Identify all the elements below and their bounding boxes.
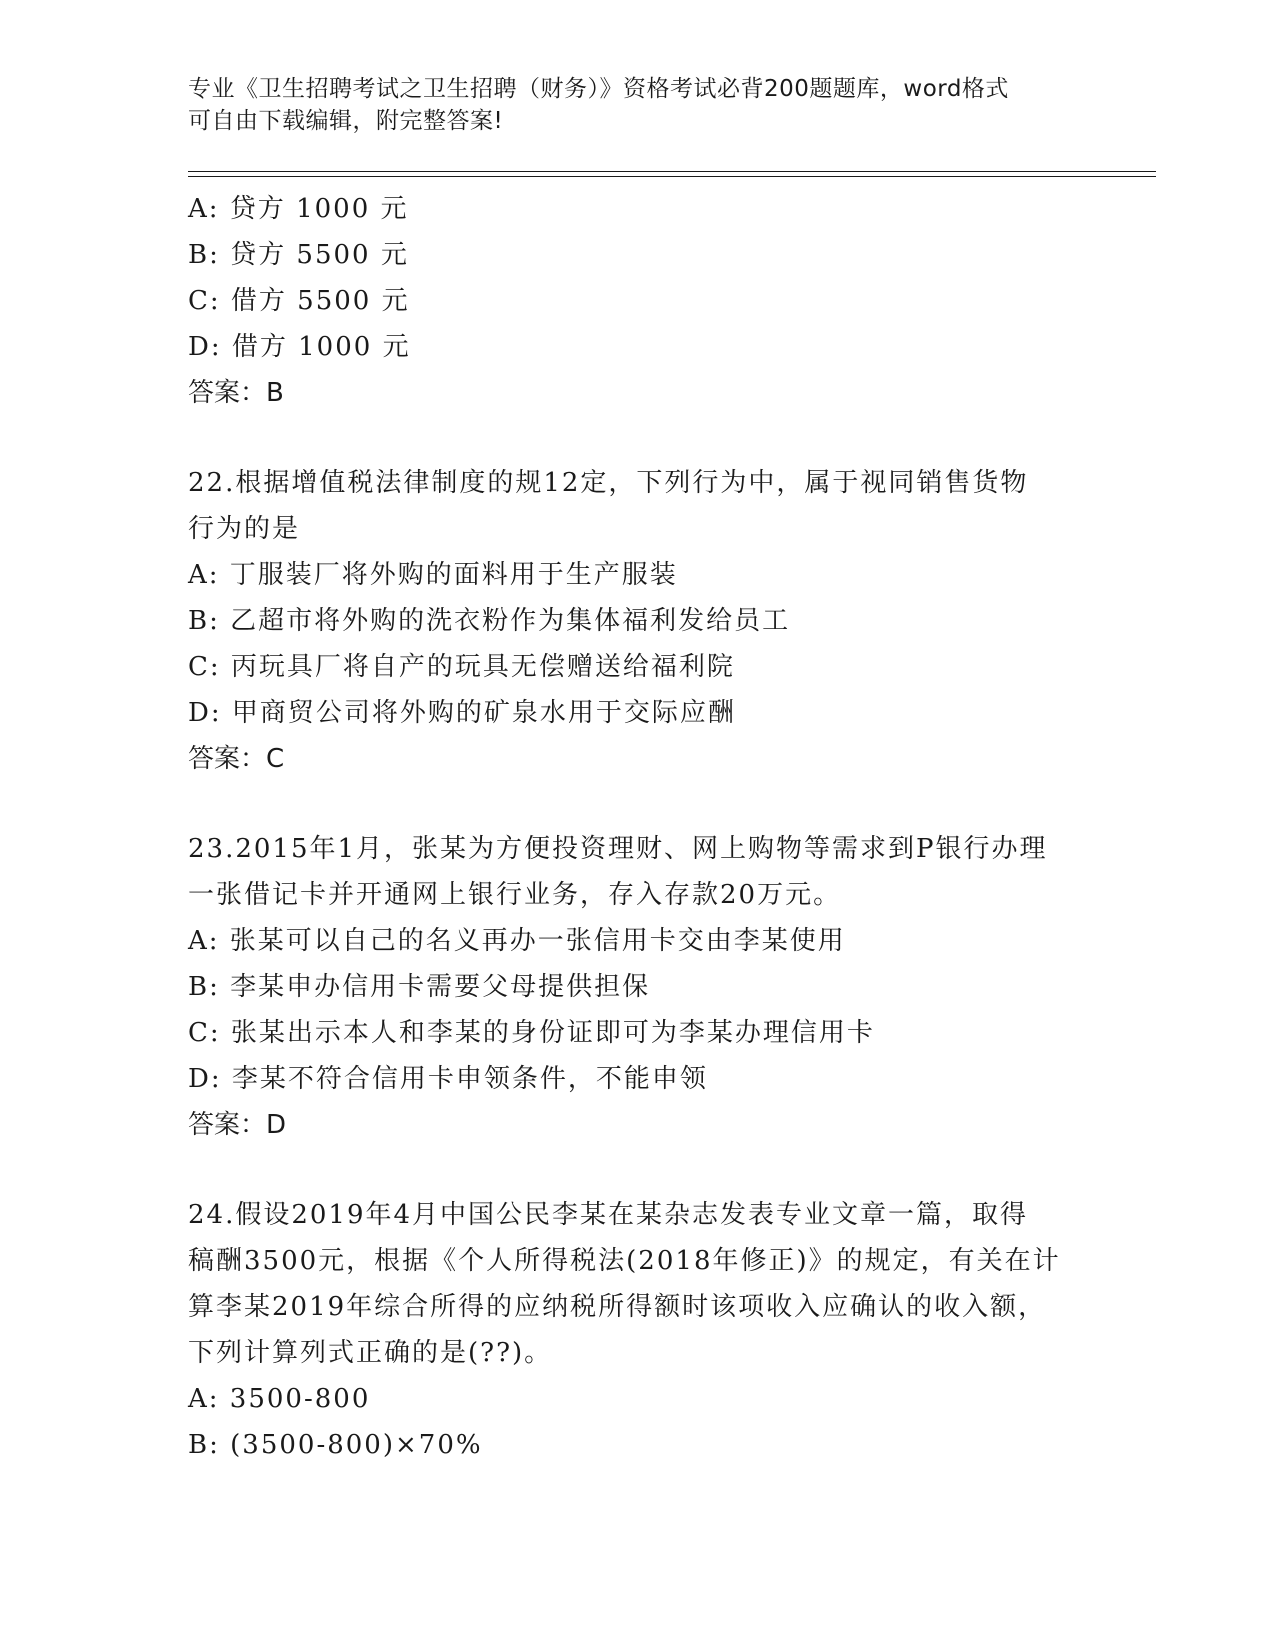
question-stem-line: 下列计算列式正确的是(??)。 (188, 1338, 553, 1368)
header-line-2: 可自由下载编辑，附完整答案! (188, 108, 504, 134)
answer: 答案：B (188, 378, 284, 408)
answer: 答案：C (188, 744, 285, 774)
question-stem-line: 稿酬3500元，根据《个人所得税法(2018年修正)》的规定，有关在计 (188, 1246, 1061, 1276)
question-stem-line: 23.2015年1月，张某为方便投资理财、网上购物等需求到P银行办理 (188, 834, 1048, 864)
document-body (188, 186, 1088, 1468)
option-b: B: (3500-800)×70% (188, 1430, 483, 1460)
option-a: A: 3500-800 (188, 1384, 371, 1414)
option-a: A: 张某可以自己的名义再办一张信用卡交由李某使用 (188, 926, 846, 956)
option-d: D: 借方 1000 元 (188, 332, 411, 362)
question-23 (188, 826, 1088, 1148)
question-stem-line: 22.根据增值税法律制度的规12定，下列行为中，属于视同销售货物 (188, 468, 1029, 498)
option-c: C: 丙玩具厂将自产的玩具无偿赠送给福利院 (188, 652, 735, 682)
option-a: A: 贷方 1000 元 (188, 194, 409, 224)
document-header (188, 73, 1088, 137)
option-a: A: 丁服装厂将外购的面料用于生产服装 (188, 560, 678, 590)
option-b: B: 贷方 5500 元 (188, 240, 409, 270)
option-b: B: 李某申办信用卡需要父母提供担保 (188, 972, 651, 1002)
option-d: D: 甲商贸公司将外购的矿泉水用于交际应酬 (188, 698, 736, 728)
question-22 (188, 460, 1088, 782)
question-stem-line: 24.假设2019年4月中国公民李某在某杂志发表专业文章一篇，取得 (188, 1200, 1029, 1230)
option-b: B: 乙超市将外购的洗衣粉作为集体福利发给员工 (188, 606, 791, 636)
option-d: D: 李某不符合信用卡申领条件，不能申领 (188, 1064, 708, 1094)
header-line-1: 专业《卫生招聘考试之卫生招聘（财务）》资格考试必背200题题库，word格式 (188, 76, 1009, 102)
option-c: C: 张某出示本人和李某的身份证即可为李某办理信用卡 (188, 1018, 875, 1048)
question-stem-line: 算李某2019年综合所得的应纳税所得额时该项收入应确认的收入额， (188, 1292, 1047, 1322)
question-24 (188, 1192, 1088, 1468)
answer: 答案：D (188, 1110, 287, 1140)
question-stem-line: 一张借记卡并开通网上银行业务，存入存款20万元。 (188, 880, 842, 910)
header-rule-bottom (188, 176, 1156, 177)
header-rule-top (188, 171, 1156, 172)
question-stem-line: 行为的是 (188, 514, 301, 544)
option-c: C: 借方 5500 元 (188, 286, 410, 316)
previous-question-tail (188, 186, 1088, 416)
